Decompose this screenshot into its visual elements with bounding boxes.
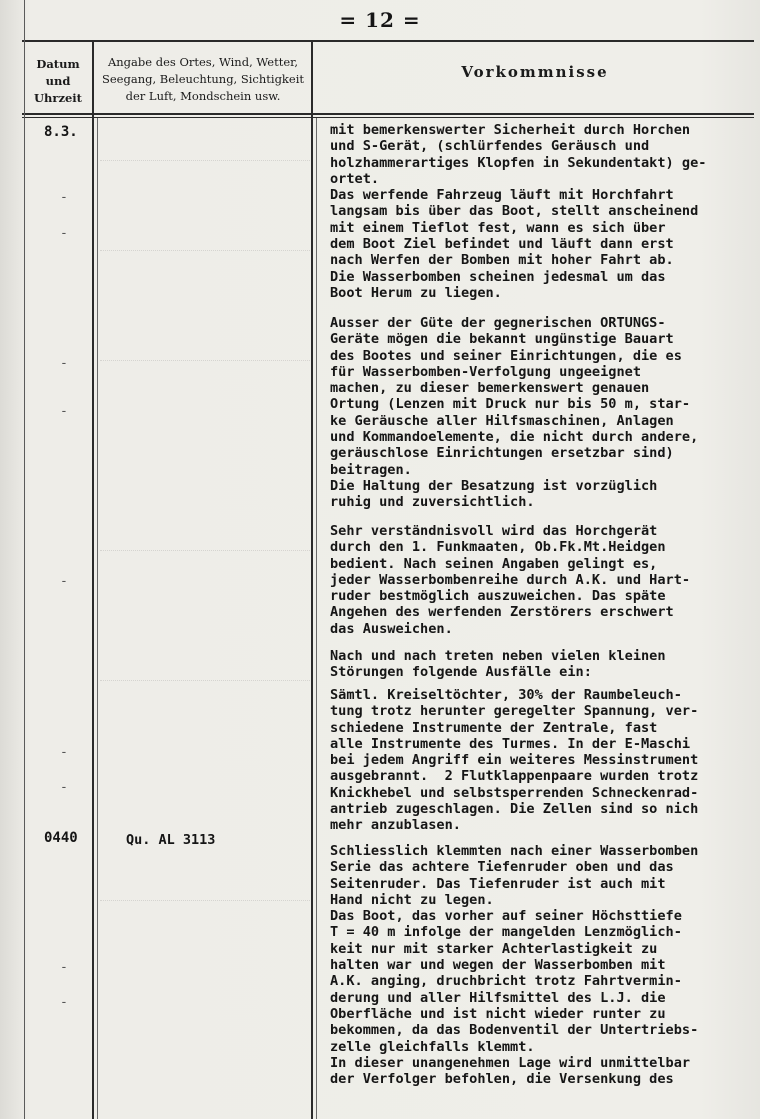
log-entry: mit bemerkenswerter Sicherheit durch Horchen und S-Gerät, (schlürfendes Geräusch und holzhammerartiges Klopfen in Sekundentakt) ge- ortet. Das werfende Fahrzeug läuft mit Horchfahrt langsam bis über das Boot, stellt anscheinend mit einem Tieflot fest, wann es sich über dem Boot Ziel befindet und läuft dann erst nach Werfen der Bomben mit hoher Fahrt ab. Die Wasserbomben scheinen jedesmal um das Boot Herum zu liegen. bbox=[330, 122, 707, 301]
bleed-through bbox=[100, 900, 310, 915]
header-datum: Datum und Uhrzeit bbox=[34, 57, 82, 105]
left-border-rule bbox=[24, 0, 25, 1119]
header-bottom-rule-2 bbox=[22, 117, 754, 118]
log-entry: Sehr verständnisvoll wird das Horchgerät durch den 1. Funkmaaten, Ob.Fk.Mt.Heidgen bedient. Nach seinen Angaben gelingt es, jeder Wasserbombenreihe durch A.K. und Hart- ruder bestmöglich auszuweichen. Das späte Angehen des werfenden Zerstörers erschwert das Ausweichen. bbox=[330, 523, 691, 637]
table-top-rule bbox=[22, 40, 754, 42]
margin-mark: - bbox=[60, 190, 68, 205]
log-entry: Ausser der Güte der gegnerischen ORTUNGS- Geräte mögen die bekannt ungünstige Bauart des Bootes und seiner Einrichtungen, die es für Wasserbomben-Verfolgung ungeeignet machen, zu dieser bemerkenswert genauen Ortung (Lenzen mit Druck nur bis 50 m, star- ke Geräusche aller Hilfsmaschinen, Anlagen und Kommandoelemente, die nicht durch andere, geräuschlose Einrichtungen ersetzbar sind) beitragen. Die Haltung der Besatzung ist vorzüglich ruhig und zuversichtlich. bbox=[330, 315, 699, 511]
log-entry: Schliesslich klemmten nach einer Wasserbomben Serie das achtere Tiefenruder oben und das Seitenruder. Das Tiefenruder ist auch mit Hand nicht zu legen. Das Boot, das vorher auf seiner Höchsttiefe T = 40 m infolge der mangelden Lenzmöglich- keit nur mit starker Achterlastigkeit zu halten war und wegen der Wasserbomben mit A.K. anging, druchbricht trotz Fahrtvermin- derung und aller Hilfsmittel des L.J. die Oberfläche und ist nicht wieder runter zu bekommen, da das Bodenventil der Untertriebs- zelle gleichfalls klemmt. In dieser unangenehmen Lage wird unmittelbar der Verfolger befohlen, die Versenkung des bbox=[330, 843, 699, 1088]
margin-mark: - bbox=[60, 745, 68, 760]
datum-column-rule bbox=[92, 40, 94, 1119]
time-entry: 0440 bbox=[44, 830, 78, 846]
margin-mark: - bbox=[60, 780, 68, 795]
log-entry: Sämtl. Kreiseltöchter, 30% der Raumbeleuch- tung trotz herunter geregelter Spannung, ver- schiedene Instrumente der Zentrale, fast alle Instrumente des Turmes. In der E-Maschi bei jedem Angriff ein weiteres Messinstrument ausgebrannt. 2 Flutklappenpaare wurden trotz Knickhebel und selbstsperrenden Schneckenrad- antrieb zugeschlagen. Die Zellen sind so nich mehr anzublasen. bbox=[330, 687, 699, 834]
bleed-through bbox=[100, 550, 310, 565]
margin-mark: - bbox=[60, 574, 68, 589]
date-entry: 8.3. bbox=[44, 124, 78, 140]
bleed-through bbox=[100, 250, 310, 265]
header-angabe: Angabe des Ortes, Wind, Wetter, Seegang, Beleuchtung, Sichtigkeit der Luft, Mondschein usw. bbox=[101, 55, 305, 103]
log-entry: Nach und nach treten neben vielen kleinen Störungen folgende Ausfälle ein: bbox=[330, 648, 666, 681]
margin-mark: - bbox=[60, 404, 68, 419]
page-number: = 12 = bbox=[339, 8, 421, 32]
angabe-column-rule bbox=[97, 118, 98, 1119]
margin-mark: - bbox=[60, 356, 68, 371]
margin-mark: - bbox=[60, 995, 68, 1010]
header-vorkommnisse: Vorkommnisse bbox=[461, 63, 609, 81]
vorkommnisse-column-rule bbox=[311, 40, 313, 1119]
bleed-through bbox=[100, 360, 310, 375]
bleed-through bbox=[100, 160, 310, 175]
header-bottom-rule bbox=[22, 113, 754, 115]
margin-mark: - bbox=[60, 226, 68, 241]
vorkommnisse-column-rule-2 bbox=[316, 118, 317, 1119]
margin-mark: - bbox=[60, 960, 68, 975]
bleed-through bbox=[100, 680, 310, 695]
place-entry: Qu. AL 3113 bbox=[126, 832, 216, 848]
